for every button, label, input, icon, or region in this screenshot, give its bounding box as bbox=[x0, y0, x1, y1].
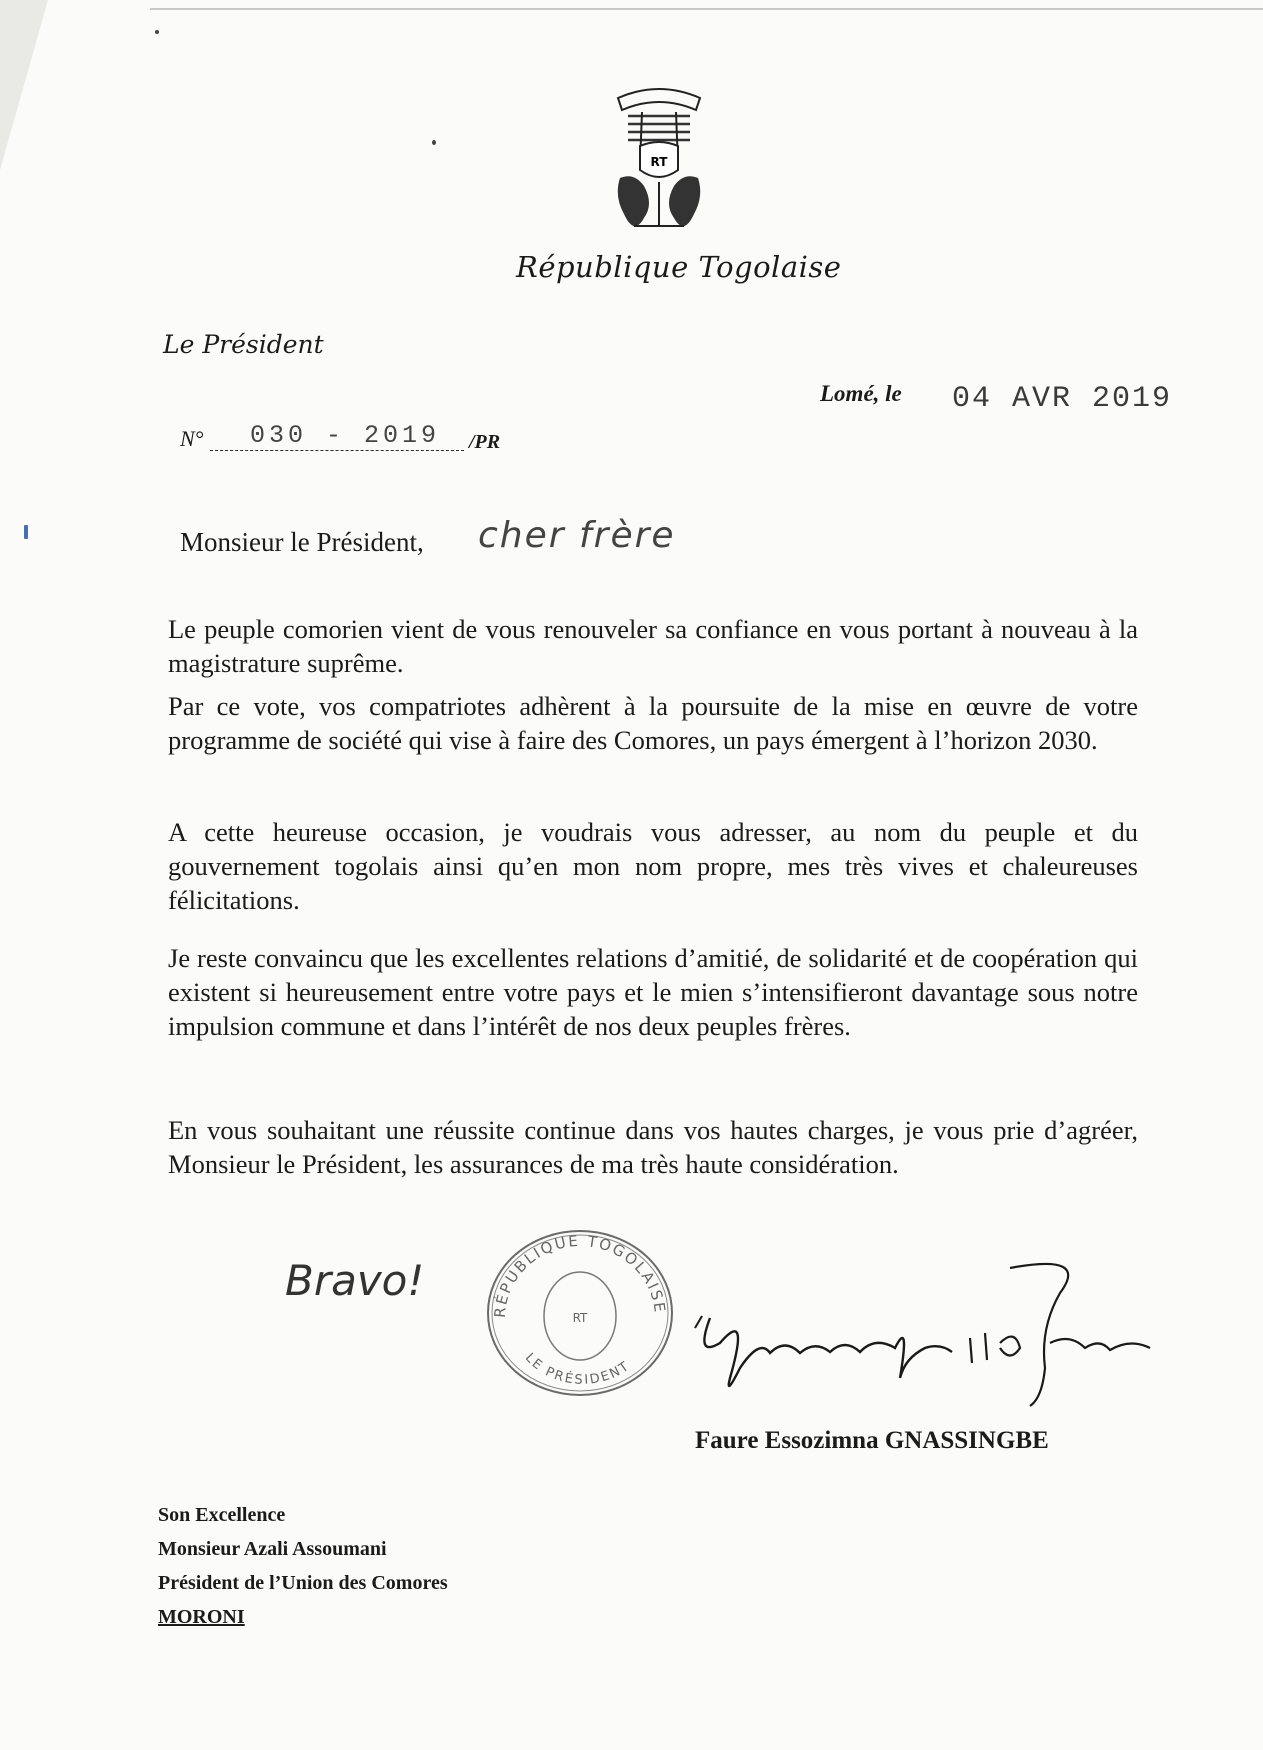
office-heading: Le Président bbox=[163, 330, 324, 359]
letter-paragraph: Le peuple comorien vient de vous renouveler sa confiance en vous portant à nouveau à la magistrature suprême. bbox=[168, 614, 1138, 678]
handwritten-note: Bravo! bbox=[285, 1256, 425, 1305]
date-stamp: 04 AVR 2019 bbox=[952, 382, 1173, 416]
handwritten-signature bbox=[690, 1248, 1170, 1408]
reference-suffix: /PR bbox=[469, 431, 501, 453]
svg-text:RÉPUBLIQUE TOGOLAISE bbox=[491, 1232, 669, 1319]
ink-mark bbox=[24, 525, 28, 539]
reference-number: 030 - 2019 bbox=[210, 421, 464, 451]
salutation: Monsieur le Président, bbox=[180, 527, 424, 557]
coat-of-arms-emblem bbox=[604, 86, 714, 242]
scan-speck bbox=[432, 140, 436, 145]
letter-paragraph: En vous souhaitant une réussite continue dans vos hautes charges, je vous prie d’agréer, Monsieur le Président, les assurances de ma très haute considération. bbox=[168, 1115, 1138, 1179]
recipient-city: MORONI bbox=[158, 1606, 245, 1628]
signatory-name: Faure Essozimna GNASSINGBE bbox=[695, 1427, 1049, 1454]
seal-initials: RT bbox=[572, 1311, 588, 1325]
republic-heading: République Togolaise bbox=[516, 250, 842, 284]
letter-paragraph: Je reste convaincu que les excellentes relations d’amitié, de solidarité et de coopération qui existent si heureusement entre votre pays et le mien s’intensifieront davantage sous notre impulsion commune et dans l’intérêt de nos deux peuples frères. bbox=[168, 943, 1138, 1041]
place-date-label: Lomé, le bbox=[820, 381, 902, 406]
reference-prefix: N° bbox=[180, 426, 204, 451]
recipient-line: Monsieur Azali Assoumani bbox=[158, 1538, 387, 1560]
scan-speck bbox=[155, 30, 159, 34]
recipient-line: Président de l’Union des Comores bbox=[158, 1572, 448, 1594]
presidential-seal bbox=[475, 1218, 685, 1398]
recipient-line: Son Excellence bbox=[158, 1504, 286, 1526]
letter-paragraph: A cette heureuse occasion, je voudrais vous adresser, au nom du peuple et du gouvernement togolais ainsi qu’en mon nom propre, mes très vives et chaleureuses félicitations. bbox=[168, 817, 1138, 915]
folded-corner bbox=[0, 0, 48, 170]
seal-text-bottom: LE PRÉSIDENT bbox=[521, 1350, 634, 1388]
letter-paragraph: Par ce vote, vos compatriotes adhèrent à la poursuite de la mise en œuvre de votre programme de société qui vise à faire des Comores, un pays émergent à l’horizon 2030. bbox=[168, 691, 1138, 755]
scan-edge-line bbox=[150, 8, 1263, 10]
seal-text-top: RÉPUBLIQUE TOGOLAISE bbox=[490, 1231, 670, 1319]
svg-text:RT: RT bbox=[650, 155, 668, 169]
handwritten-greeting: cher frère bbox=[478, 515, 676, 556]
